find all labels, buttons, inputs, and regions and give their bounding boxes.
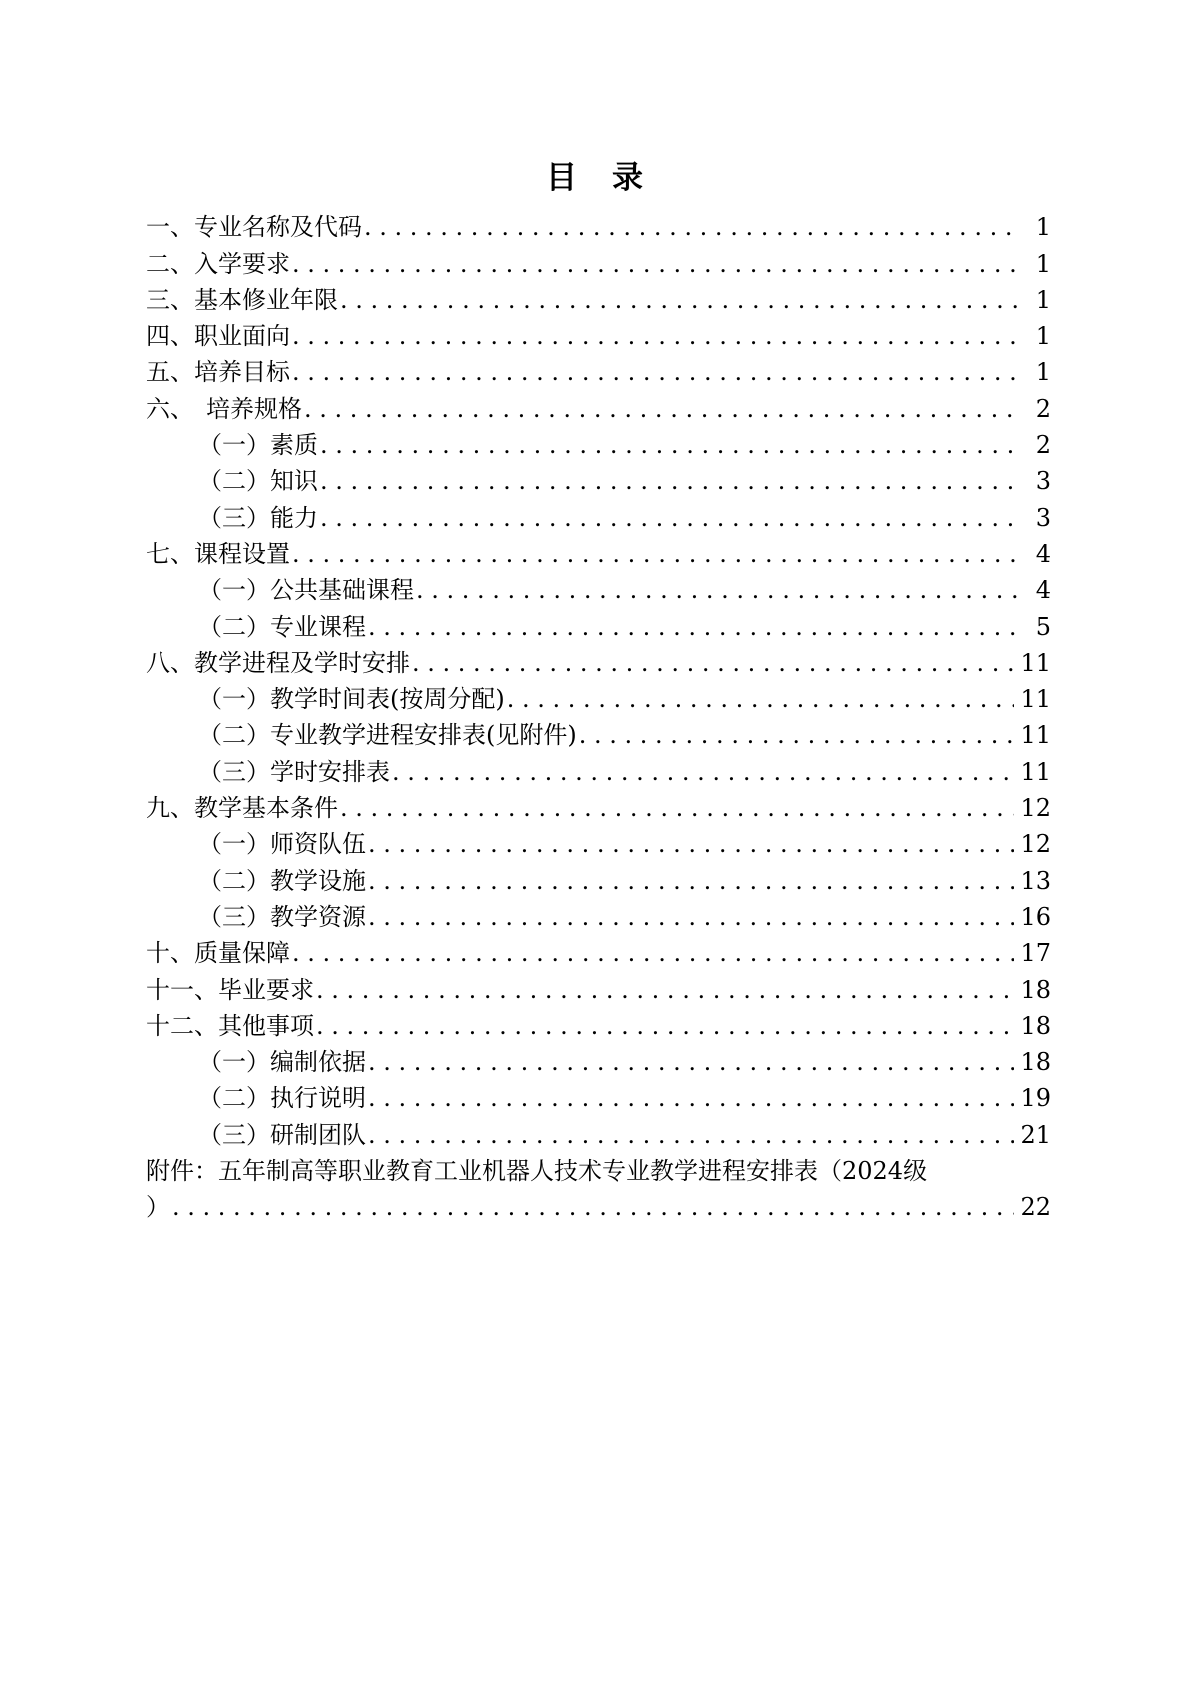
toc-subentry[interactable] bbox=[146, 899, 1051, 935]
toc-subentry[interactable] bbox=[146, 608, 1051, 644]
toc-entry-label: （一）编制依据 bbox=[198, 1048, 366, 1077]
toc-entry-label: （二）执行说明 bbox=[198, 1084, 366, 1113]
toc-dot-leader bbox=[340, 790, 1014, 826]
toc-entry[interactable] bbox=[146, 536, 1051, 572]
toc-entry[interactable] bbox=[146, 318, 1051, 354]
toc-appendix-label-continued: ） bbox=[146, 1193, 170, 1222]
toc-dot-leader bbox=[368, 1080, 1014, 1116]
toc-entry-page: 18 bbox=[1020, 1048, 1051, 1077]
toc-dot-leader bbox=[316, 1008, 1014, 1044]
toc-subentry[interactable] bbox=[146, 572, 1051, 608]
toc-entry-label: 三、基本修业年限 bbox=[146, 285, 338, 314]
toc-appendix-label: 附件：五年制高等职业教育工业机器人技术专业教学进程安排表（2024级 bbox=[146, 1156, 928, 1185]
toc-entry[interactable] bbox=[146, 390, 1051, 426]
toc-dot-leader bbox=[412, 645, 1014, 681]
toc-dot-leader bbox=[292, 935, 1014, 971]
toc-entry-page: 11 bbox=[1020, 648, 1051, 677]
toc-dot-leader bbox=[292, 246, 1017, 282]
toc-appendix-entry[interactable] bbox=[146, 1153, 1051, 1189]
toc-entry[interactable] bbox=[146, 645, 1051, 681]
toc-dot-leader bbox=[364, 209, 1017, 245]
toc-entry-label: 七、课程设置 bbox=[146, 539, 290, 568]
toc-dot-leader bbox=[320, 500, 1017, 536]
toc-dot-leader bbox=[368, 826, 1014, 862]
toc-entry[interactable] bbox=[146, 971, 1051, 1007]
toc-entry[interactable] bbox=[146, 245, 1051, 281]
toc-dot-leader bbox=[340, 282, 1017, 318]
toc-dot-leader bbox=[320, 427, 1017, 463]
toc-dot-leader bbox=[579, 717, 1015, 753]
toc-subentry[interactable] bbox=[146, 826, 1051, 862]
toc-entry-page: 1 bbox=[1035, 249, 1051, 278]
toc-entry-label: 九、教学基本条件 bbox=[146, 794, 338, 823]
toc-entry-label: （一）素质 bbox=[198, 431, 318, 460]
toc-entry-label: 十一、毕业要求 bbox=[146, 975, 314, 1004]
toc-entry-page: 16 bbox=[1020, 902, 1051, 931]
toc-entry-page: 13 bbox=[1020, 866, 1051, 895]
toc-entry-page: 22 bbox=[1020, 1193, 1051, 1222]
toc-entry-label: （一）教学时间表(按周分配) bbox=[198, 685, 505, 714]
toc-entry-page: 3 bbox=[1035, 467, 1051, 496]
toc-entry-label: 二、入学要求 bbox=[146, 249, 290, 278]
toc-entry-page: 12 bbox=[1020, 830, 1051, 859]
toc-entry-label: （三）学时安排表 bbox=[198, 757, 390, 786]
toc-entry-label: （二）专业课程 bbox=[198, 612, 366, 641]
toc-entry-page: 2 bbox=[1035, 394, 1051, 423]
toc-entry-page: 17 bbox=[1020, 939, 1051, 968]
toc-entry-label: （二）教学设施 bbox=[198, 866, 366, 895]
toc-subentry[interactable] bbox=[146, 1080, 1051, 1116]
toc-entry-label: 八、教学进程及学时安排 bbox=[146, 648, 410, 677]
toc-entry-label: （二）专业教学进程安排表(见附件) bbox=[198, 721, 577, 750]
toc-subentry[interactable] bbox=[146, 427, 1051, 463]
toc-entry-page: 18 bbox=[1020, 975, 1051, 1004]
toc-entry-page: 19 bbox=[1020, 1084, 1051, 1113]
toc-subentry[interactable] bbox=[146, 862, 1051, 898]
toc-entry-label: 十、质量保障 bbox=[146, 939, 290, 968]
toc-entry-page: 1 bbox=[1035, 285, 1051, 314]
toc-entry-page: 12 bbox=[1020, 794, 1051, 823]
toc-entry-page: 2 bbox=[1035, 431, 1051, 460]
toc-entry-page: 21 bbox=[1020, 1120, 1051, 1149]
toc-dot-leader bbox=[368, 1117, 1014, 1153]
toc-entry-page: 5 bbox=[1035, 612, 1051, 641]
toc-entry-page: 11 bbox=[1020, 685, 1051, 714]
toc-entry-page: 1 bbox=[1035, 322, 1051, 351]
toc-subentry[interactable] bbox=[146, 753, 1051, 789]
toc-entry-page: 4 bbox=[1035, 539, 1051, 568]
toc-subentry[interactable] bbox=[146, 1116, 1051, 1152]
toc-appendix-entry-continued[interactable] bbox=[146, 1189, 1051, 1225]
toc-dot-leader bbox=[368, 899, 1014, 935]
toc-entry-label: 四、职业面向 bbox=[146, 322, 290, 351]
toc-entry-label: （一）公共基础课程 bbox=[198, 576, 414, 605]
toc-dot-leader bbox=[368, 863, 1014, 899]
toc-dot-leader bbox=[292, 318, 1017, 354]
toc-entry-page: 3 bbox=[1035, 503, 1051, 532]
toc-dot-leader bbox=[416, 572, 1017, 608]
toc-dot-leader bbox=[368, 1044, 1014, 1080]
toc-entry-label: 十二、其他事项 bbox=[146, 1011, 314, 1040]
toc-dot-leader bbox=[368, 609, 1017, 645]
toc-entry-page: 4 bbox=[1035, 576, 1051, 605]
toc-entry-page: 1 bbox=[1035, 213, 1051, 242]
toc-entry-label: （二）知识 bbox=[198, 467, 318, 496]
toc-title: 目 录 bbox=[546, 160, 645, 196]
toc-subentry[interactable] bbox=[146, 499, 1051, 535]
toc-subentry[interactable] bbox=[146, 463, 1051, 499]
toc-dot-leader bbox=[392, 754, 1014, 790]
toc-entry[interactable] bbox=[146, 354, 1051, 390]
toc-entry[interactable] bbox=[146, 790, 1051, 826]
toc-subentry[interactable] bbox=[146, 681, 1051, 717]
toc-dot-leader bbox=[172, 1189, 1014, 1225]
toc-dot-leader bbox=[507, 681, 1015, 717]
toc-dot-leader bbox=[292, 354, 1017, 390]
toc-entry[interactable] bbox=[146, 1008, 1051, 1044]
toc-subentry[interactable] bbox=[146, 717, 1051, 753]
toc-entry-label: 一、专业名称及代码 bbox=[146, 213, 362, 242]
toc-entry-page: 1 bbox=[1035, 358, 1051, 387]
toc-entry[interactable] bbox=[146, 282, 1051, 318]
toc-entry-label: （三）研制团队 bbox=[198, 1120, 366, 1149]
toc-entry[interactable] bbox=[146, 209, 1051, 245]
toc-dot-leader bbox=[316, 972, 1014, 1008]
toc-entry-page: 11 bbox=[1020, 721, 1051, 750]
toc-entry-page: 18 bbox=[1020, 1011, 1051, 1040]
toc-entry-page: 11 bbox=[1020, 757, 1051, 786]
toc-entry-label: 五、培养目标 bbox=[146, 358, 290, 387]
toc-entry-label: （三）能力 bbox=[198, 503, 318, 532]
toc-entry-label: （一）师资队伍 bbox=[198, 830, 366, 859]
toc-entry-label: 六、 培养规格 bbox=[146, 394, 302, 423]
toc-list bbox=[146, 209, 1051, 1225]
toc-dot-leader bbox=[320, 463, 1017, 499]
toc-dot-leader bbox=[292, 536, 1017, 572]
toc-subentry[interactable] bbox=[146, 1044, 1051, 1080]
toc-dot-leader bbox=[304, 391, 1017, 427]
toc-entry-label: （三）教学资源 bbox=[198, 902, 366, 931]
toc-entry[interactable] bbox=[146, 935, 1051, 971]
